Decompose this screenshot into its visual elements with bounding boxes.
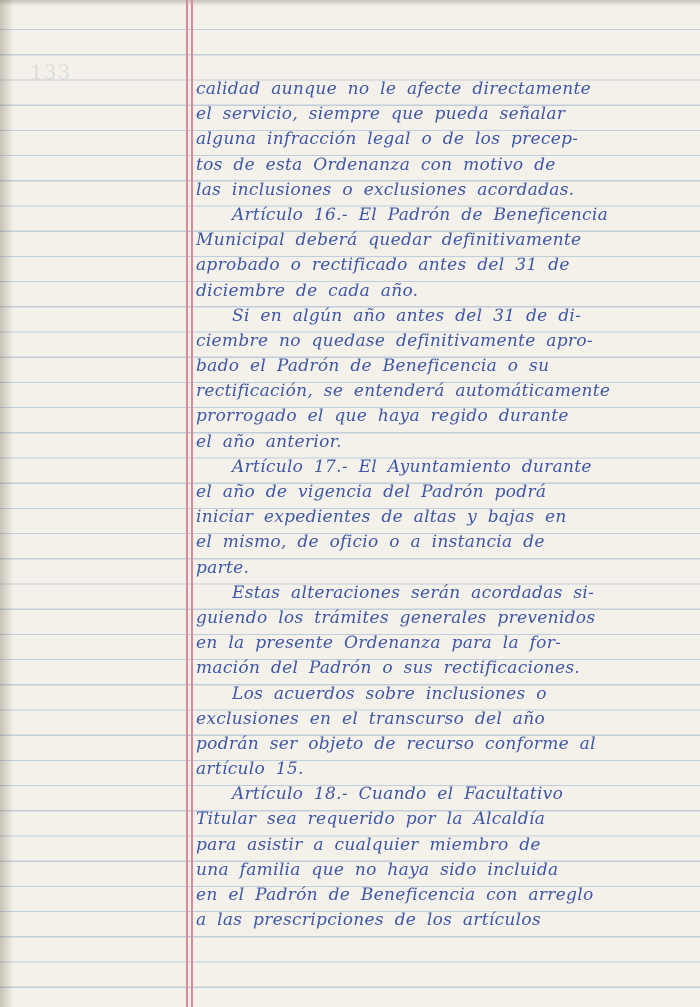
text-line: ciembre no quedase definitivamente apro- xyxy=(196,330,593,351)
text-line: Artículo 17.- El Ayuntamiento durante xyxy=(232,456,592,477)
text-line: el mismo, de oficio o a instancia de xyxy=(196,532,545,553)
margin-line xyxy=(191,0,193,1007)
text-line: las inclusiones o exclusiones acordadas. xyxy=(196,179,575,200)
text-line: exclusiones en el transcurso del año xyxy=(196,708,546,729)
text-line: Si en algún año antes del 31 de di- xyxy=(232,305,582,326)
text-line: alguna infracción legal o de los precep- xyxy=(196,129,579,150)
page-edge-shadow-top xyxy=(0,0,700,6)
text-line: diciembre de cada año. xyxy=(196,280,419,301)
text-line: Titular sea requerido por la Alcaldía xyxy=(196,809,546,830)
text-line: guiendo los trámites generales prevenidos xyxy=(196,607,596,628)
text-line: el año de vigencia del Padrón podrá xyxy=(196,482,547,502)
text-line: parte. xyxy=(196,557,250,578)
text-line: bado el Padrón de Beneficencia o su xyxy=(196,356,550,377)
text-line: Municipal deberá quedar definitivamente xyxy=(196,230,582,251)
text-line: el año anterior. xyxy=(196,431,342,452)
text-line: calidad aunque no le afecte directamente xyxy=(196,79,591,99)
text-line: en la presente Ordenanza para la for- xyxy=(196,633,562,654)
text-line: en el Padrón de Beneficencia con arreglo xyxy=(196,885,594,905)
page-number: 133 xyxy=(30,60,72,84)
text-line: artículo 15. xyxy=(196,759,304,780)
text-line: rectificación, se entenderá automáticamente xyxy=(196,381,611,402)
text-line: Artículo 16.- El Padrón de Beneficencia xyxy=(232,204,609,225)
text-line: Los acuerdos sobre inclusiones o xyxy=(232,683,547,704)
page-edge-shadow-left xyxy=(0,0,14,1007)
text-line: iniciar expedientes de altas y bajas en xyxy=(196,507,567,528)
text-line: el servicio, siempre que pueda señalar xyxy=(196,104,566,125)
text-line: aprobado o rectificado antes del 31 de xyxy=(196,255,570,276)
text-line: para asistir a cualquier miembro de xyxy=(196,834,541,855)
text-line: prorrogado el que haya regido durante xyxy=(196,406,569,427)
text-line: mación del Padrón o sus rectificaciones. xyxy=(196,658,581,679)
text-line: Estas alteraciones serán acordadas si- xyxy=(232,582,595,603)
handwritten-text xyxy=(196,77,666,933)
text-line: podrán ser objeto de recurso conforme al xyxy=(196,733,596,754)
text-line: una familia que no haya sido incluida xyxy=(196,859,559,880)
text-line: a las prescripciones de los artículos xyxy=(196,910,541,931)
margin-line xyxy=(186,0,188,1007)
text-line: tos de esta Ordenanza con motivo de xyxy=(196,154,556,175)
text-line: Artículo 18.- Cuando el Facultativo xyxy=(232,784,564,805)
